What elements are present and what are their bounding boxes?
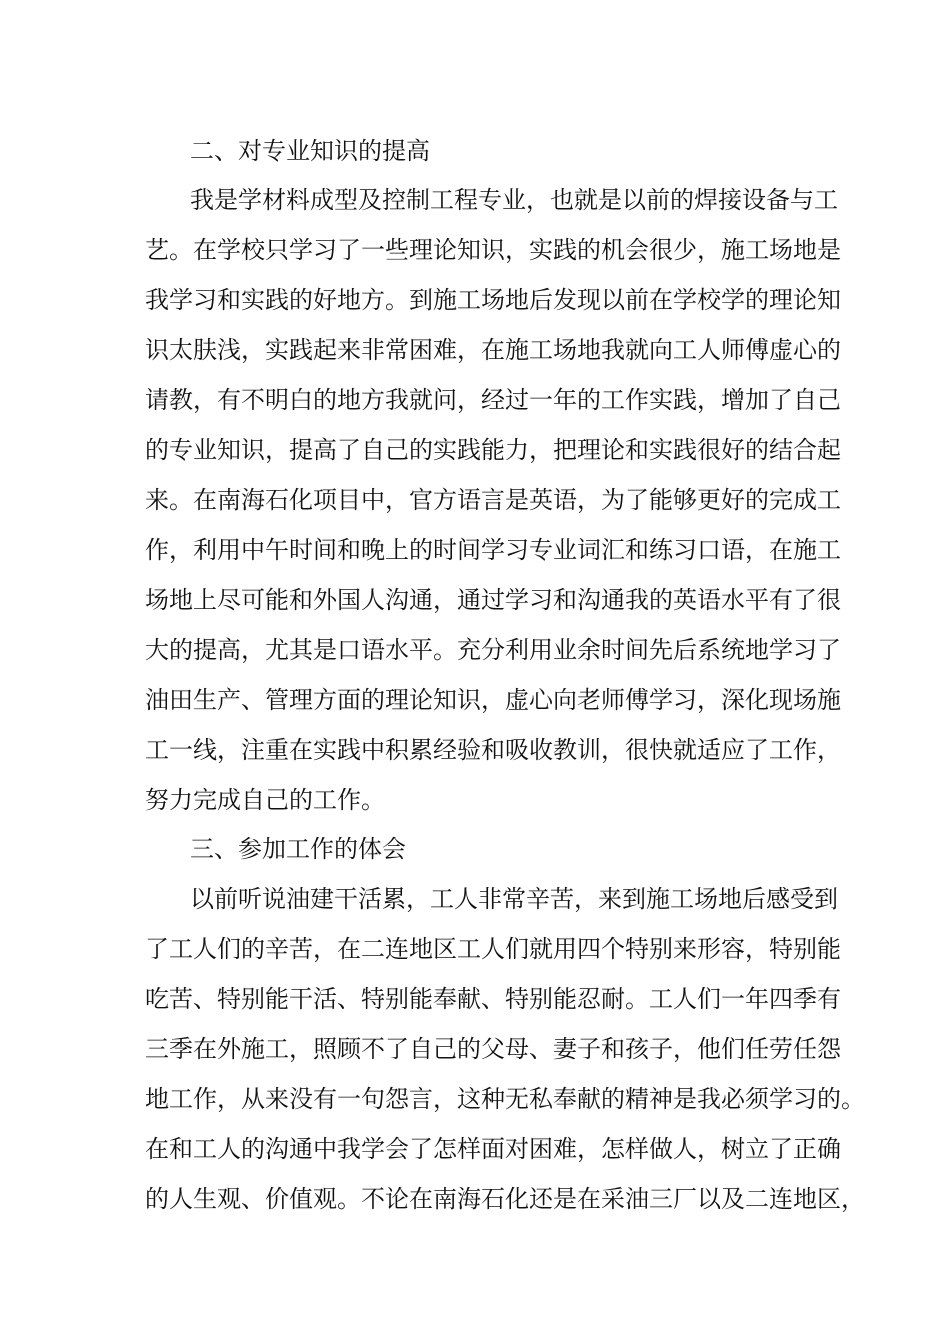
paragraph-line: 油田生产、管理方面的理论知识，虚心向老师傅学习，深化现场施 [145,686,841,714]
paragraph-line: 三季在外施工，照顾不了自己的父母、妻子和孩子，他们任劳任怨 [145,1035,841,1063]
paragraph-line: 地工作，从来没有一句怨言，这种无私奉献的精神是我必须学习的。 [145,1085,865,1113]
paragraph-line: 工一线，注重在实践中积累经验和吸收教训，很快就适应了工作， [145,736,841,764]
paragraph-line: 识太肤浅，实践起来非常困难，在施工场地我就向工人师傅虚心的 [145,336,841,364]
paragraph-line: 努力完成自己的工作。 [145,786,385,814]
paragraph-line: 了工人们的辛苦，在二连地区工人们就用四个特别来形容，特别能 [145,935,841,963]
section-heading: 二、对专业知识的提高 [190,137,430,165]
paragraph-line: 请教，有不明白的地方我就问，经过一年的工作实践，增加了自己 [145,386,841,414]
paragraph-line: 来。在南海石化项目中，官方语言是英语，为了能够更好的完成工 [145,486,841,514]
paragraph-line: 以前听说油建干活累，工人非常辛苦，来到施工场地后感受到 [190,885,838,913]
section-heading: 三、参加工作的体会 [190,835,406,863]
paragraph-line: 的人生观、价值观。不论在南海石化还是在采油三厂以及二连地区， [145,1185,865,1213]
paragraph-line: 吃苦、特别能干活、特别能奉献、特别能忍耐。工人们一年四季有 [145,985,841,1013]
paragraph-line: 作，利用中午时间和晚上的时间学习专业词汇和练习口语，在施工 [145,536,841,564]
paragraph-line: 的专业知识，提高了自己的实践能力，把理论和实践很好的结合起 [145,436,841,464]
paragraph-line: 场地上尽可能和外国人沟通，通过学习和沟通我的英语水平有了很 [145,586,841,614]
paragraph-line: 在和工人的沟通中我学会了怎样面对困难，怎样做人，树立了正确 [145,1135,841,1163]
paragraph-line: 艺。在学校只学习了一些理论知识，实践的机会很少，施工场地是 [145,236,841,264]
paragraph-line: 我学习和实践的好地方。到施工场地后发现以前在学校学的理论知 [145,286,841,314]
paragraph-line: 我是学材料成型及控制工程专业，也就是以前的焊接设备与工 [190,186,838,214]
paragraph-line: 大的提高，尤其是口语水平。充分利用业余时间先后系统地学习了 [145,636,841,664]
